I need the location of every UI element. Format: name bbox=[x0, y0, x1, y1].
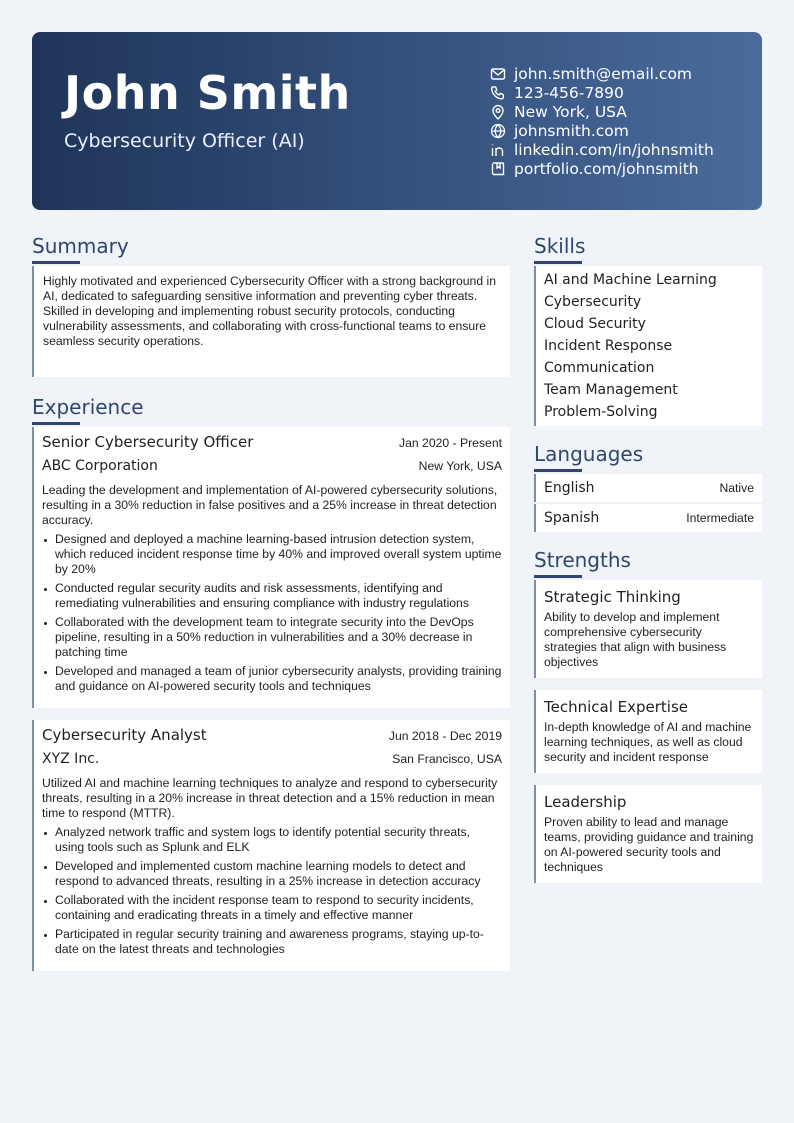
experience-item bbox=[32, 427, 510, 708]
contact-website[interactable] bbox=[490, 121, 714, 140]
summary-heading: Summary bbox=[32, 232, 129, 264]
side-column bbox=[534, 232, 762, 895]
job-bullet: Analyzed network traffic and system logs to identify potential security threats, using tools such as Splunk and ELK bbox=[42, 825, 502, 855]
contact-location bbox=[490, 102, 714, 121]
contact-list bbox=[490, 64, 714, 178]
job-location: New York, USA bbox=[418, 459, 502, 473]
linkedin-icon bbox=[490, 142, 506, 158]
job-bullet: Conducted regular security audits and risk assessments, identifying and remediating vulnerabilities and ensuring compliance with industry regulations bbox=[42, 581, 502, 611]
main-column bbox=[32, 232, 510, 971]
language-name: English bbox=[544, 480, 595, 496]
job-bullet: Developed and implemented custom machine learning models to detect and respond to advanced threats, resulting in a 25% increase in detection accuracy bbox=[42, 859, 502, 889]
strength-description: Proven ability to lead and manage teams, providing guidance and training on AI-powered security tools and techniques bbox=[544, 815, 754, 874]
job-bullet: Collaborated with the incident response team to respond to security incidents, containing and eradicating threats in a timely and effective manner bbox=[42, 893, 502, 923]
candidate-role: Cybersecurity Officer (AI) bbox=[64, 130, 305, 152]
job-bullet: Collaborated with the development team to integrate security into the DevOps pipeline, resulting in a 50% reduction in vulnerabilities and a 30% decrease in patching time bbox=[42, 615, 502, 660]
job-description: Utilized AI and machine learning techniques to analyze and respond to cybersecurity threats, resulting in a 20% increase in threat detection and a 15% reduction in mean time to respond (MTTR). bbox=[42, 776, 498, 820]
job-title: Cybersecurity Analyst bbox=[42, 726, 207, 744]
strength-item bbox=[534, 580, 762, 678]
job-dates: Jan 2020 - Present bbox=[399, 436, 502, 450]
strength-title: Strategic Thinking bbox=[544, 588, 681, 606]
skill-item: AI and Machine Learning bbox=[544, 272, 717, 288]
job-company: XYZ Inc. bbox=[42, 751, 100, 767]
strength-title: Leadership bbox=[544, 793, 627, 811]
strength-item bbox=[534, 690, 762, 773]
globe-icon bbox=[490, 123, 506, 139]
job-dates: Jun 2018 - Dec 2019 bbox=[388, 729, 502, 743]
contact-linkedin[interactable] bbox=[490, 140, 714, 159]
resume-header bbox=[32, 32, 762, 210]
contact-portfolio-text: portfolio.com/johnsmith bbox=[514, 159, 699, 178]
language-item bbox=[534, 504, 762, 532]
job-bullet: Participated in regular security training and awareness programs, staying up-to-date on the latest threats and technologies bbox=[42, 927, 502, 957]
summary-card bbox=[32, 266, 510, 377]
experience-heading: Experience bbox=[32, 393, 144, 425]
contact-linkedin-text: linkedin.com/in/johnsmith bbox=[514, 140, 714, 159]
job-description: Leading the development and implementation of AI-powered cybersecurity solutions, resulting in a 30% reduction in false positives and a 25% increase in threat detection accuracy. bbox=[42, 483, 498, 527]
strength-description: Ability to develop and implement comprehensive cybersecurity strategies that align with business objectives bbox=[544, 610, 727, 669]
skill-item: Problem-Solving bbox=[544, 404, 658, 420]
skill-item: Incident Response bbox=[544, 338, 673, 354]
summary-text: Highly motivated and experienced Cybersecurity Officer with a strong background in AI, dedicated to safeguarding sensitive information and preventing cyber threats. Skilled in developing and implementing robust security protocols, conducting vulnerability assessments, and collaborating with cross-functional teams to ensure seamless security operations. bbox=[43, 274, 496, 348]
experience-item bbox=[32, 720, 510, 971]
contact-location-text: New York, USA bbox=[514, 102, 627, 121]
contact-phone-text: 123-456-7890 bbox=[514, 83, 624, 102]
contact-email[interactable] bbox=[490, 64, 714, 83]
job-bullet: Designed and deployed a machine learning-based intrusion detection system, which reduced incident response time by 40% and improved overall system uptime by 20% bbox=[42, 532, 502, 577]
job-location: San Francisco, USA bbox=[392, 752, 502, 766]
skill-item: Team Management bbox=[544, 382, 678, 398]
strength-item bbox=[534, 785, 762, 883]
language-level: Native bbox=[719, 481, 754, 495]
portfolio-icon bbox=[490, 161, 506, 177]
contact-website-text: johnsmith.com bbox=[514, 121, 629, 140]
job-bullets bbox=[42, 825, 502, 957]
language-level: Intermediate bbox=[686, 511, 754, 525]
job-title: Senior Cybersecurity Officer bbox=[42, 433, 254, 451]
job-company: ABC Corporation bbox=[42, 458, 158, 474]
skill-item: Cloud Security bbox=[544, 316, 646, 332]
skill-item: Communication bbox=[544, 360, 655, 376]
phone-icon bbox=[490, 85, 506, 101]
languages-heading: Languages bbox=[534, 440, 643, 472]
job-bullets bbox=[42, 532, 502, 694]
language-item bbox=[534, 474, 762, 502]
strengths-heading: Strengths bbox=[534, 546, 631, 578]
skills-heading: Skills bbox=[534, 232, 585, 264]
contact-phone[interactable] bbox=[490, 83, 714, 102]
job-bullet: Developed and managed a team of junior cybersecurity analysts, providing training and guidance on AI-powered security tools and techniques bbox=[42, 664, 502, 694]
strength-title: Technical Expertise bbox=[544, 698, 689, 716]
skill-item: Cybersecurity bbox=[544, 294, 642, 310]
strength-description: In-depth knowledge of AI and machine learning techniques, as well as cloud security and incident response bbox=[544, 720, 752, 764]
map-pin-icon bbox=[490, 104, 506, 120]
skills-card bbox=[534, 266, 762, 426]
mail-icon bbox=[490, 66, 506, 82]
contact-email-text: john.smith@email.com bbox=[514, 64, 693, 83]
contact-portfolio[interactable] bbox=[490, 159, 714, 178]
candidate-name: John Smith bbox=[64, 66, 351, 120]
language-name: Spanish bbox=[544, 510, 600, 526]
